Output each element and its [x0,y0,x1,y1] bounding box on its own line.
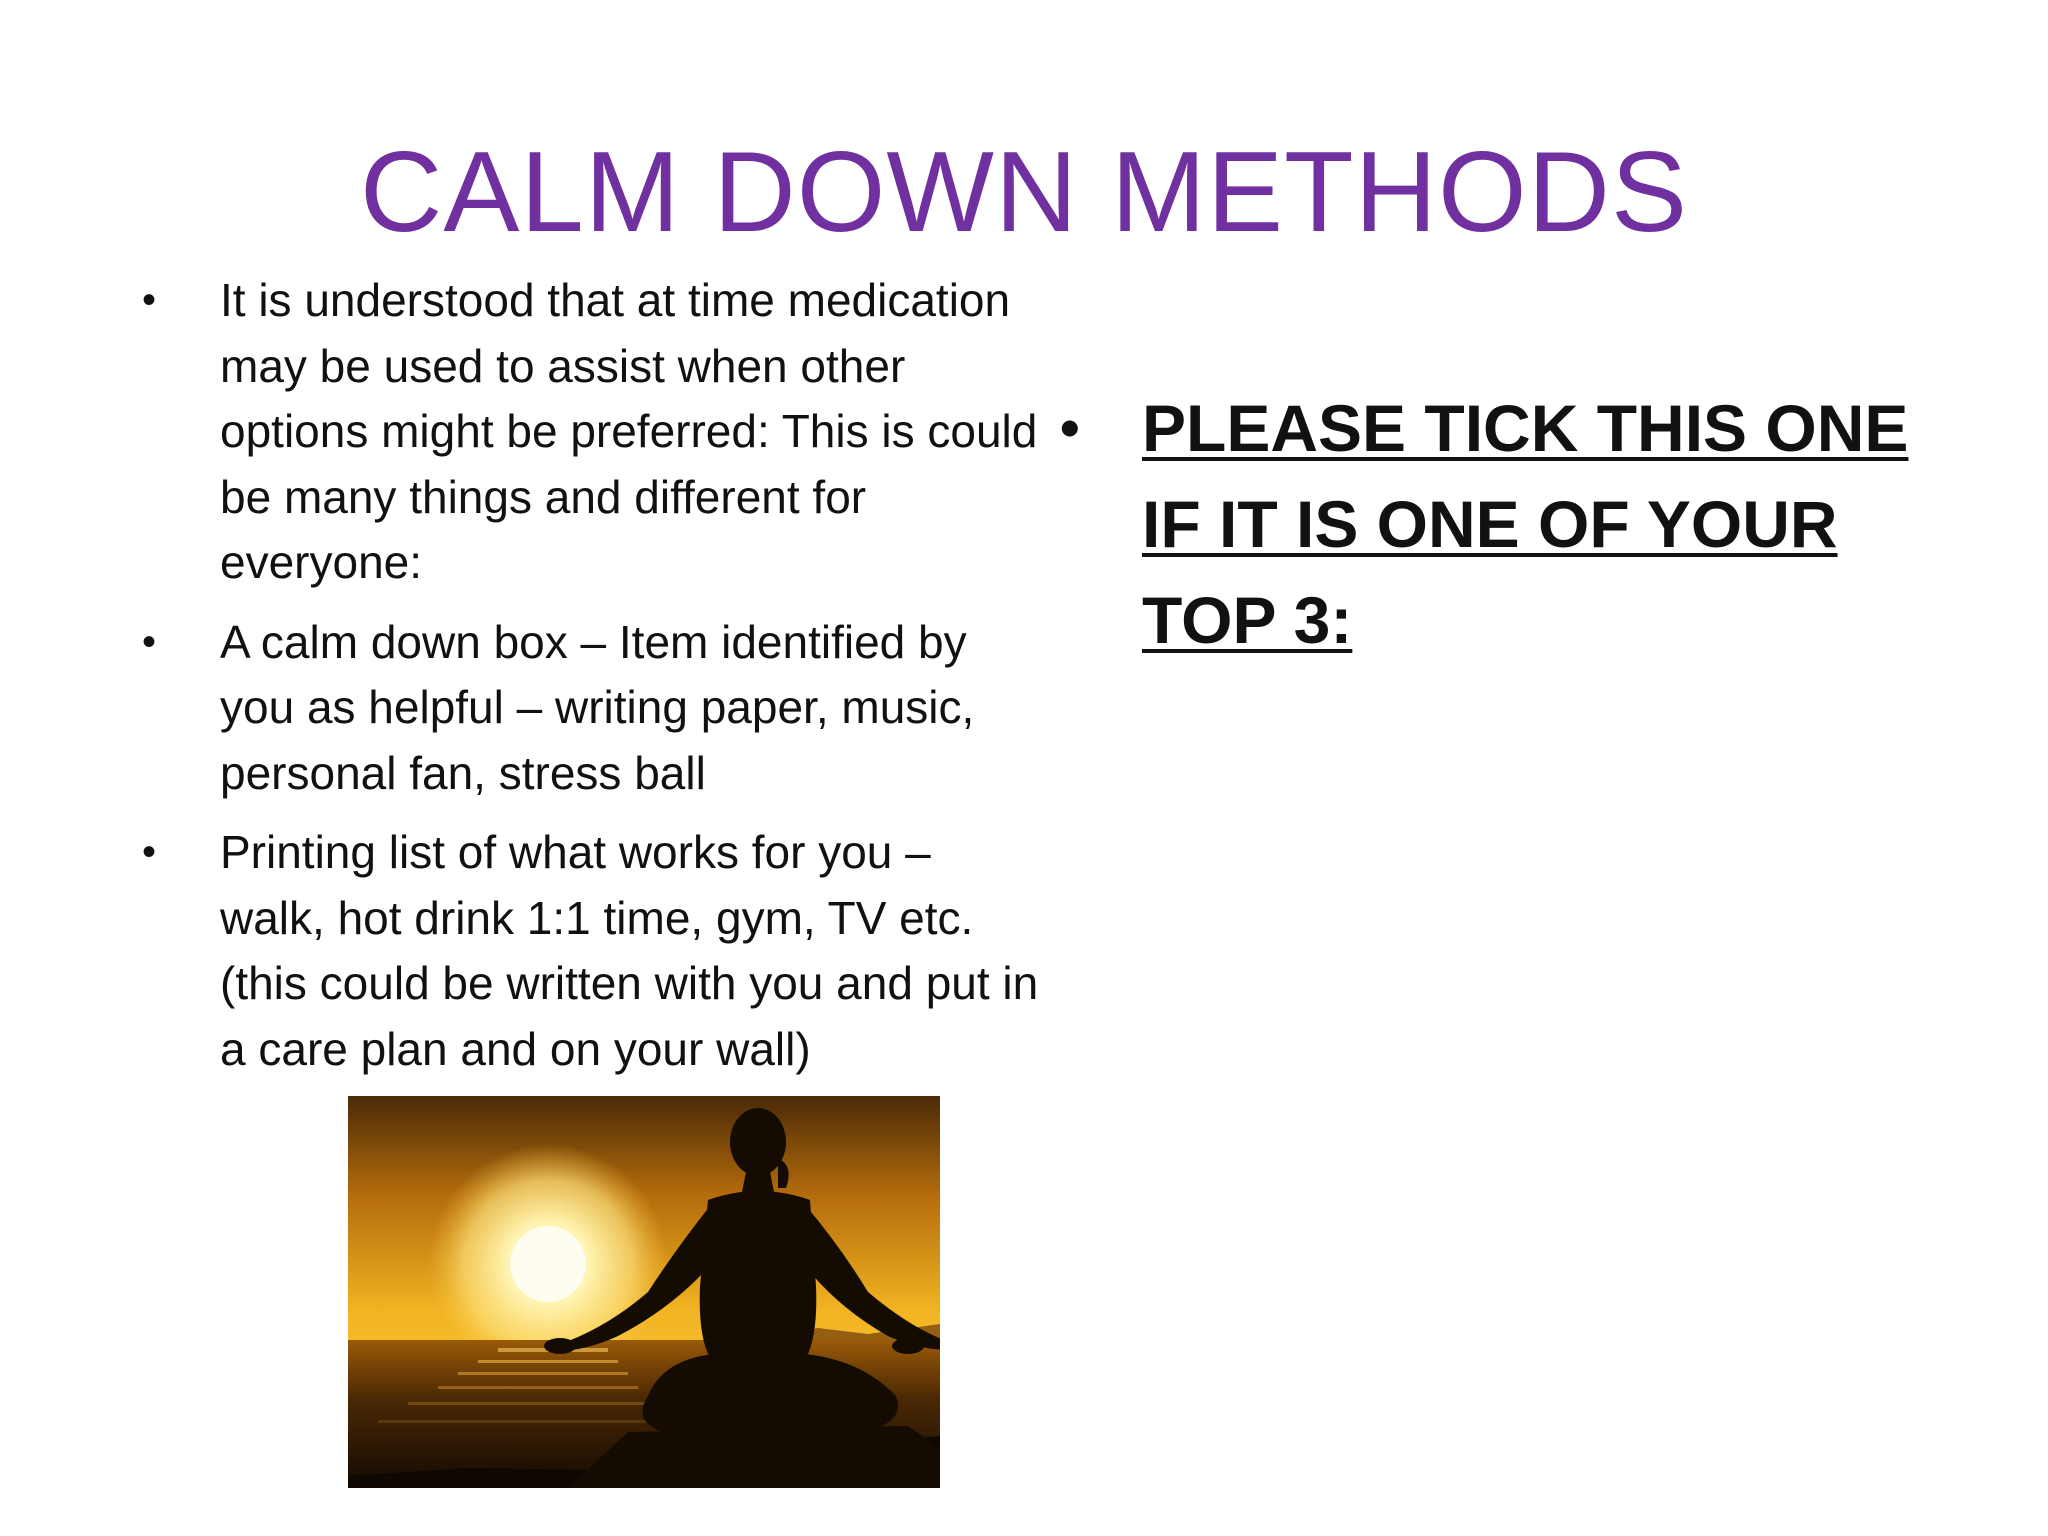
list-item [140,268,1040,596]
left-bullet-list [140,268,1040,1096]
list-item [1060,380,1920,668]
slide-title: CALM DOWN METHODS [360,129,1688,256]
bullet-text: Printing list of what works for you – walk, hot drink 1:1 time, gym, TV etc. (this could be written with you and put in a care plan and on your wall) [220,826,1039,1075]
tick-instruction: PLEASE TICK THIS ONE IF IT IS ONE OF YOUR TOP 3: [1142,391,1909,657]
bullet-icon: • [1060,396,1080,459]
bullet-icon: • [142,830,157,874]
bullet-text: A calm down box – Item identified by you as helpful – writing paper, music, personal fan, stress ball [220,615,975,799]
right-bullet-list [1060,380,1920,668]
meditation-sunset-photo [348,1096,940,1488]
meditation-silhouette-icon [348,1096,940,1488]
bullet-icon: • [142,619,157,664]
list-item [140,820,1040,1082]
list-item [140,610,1040,807]
bullet-text: It is understood that at time medication may be used to assist when other options might be preferred: This is could be many things and different for everyone: [220,274,1038,588]
bullet-icon: • [142,278,157,322]
